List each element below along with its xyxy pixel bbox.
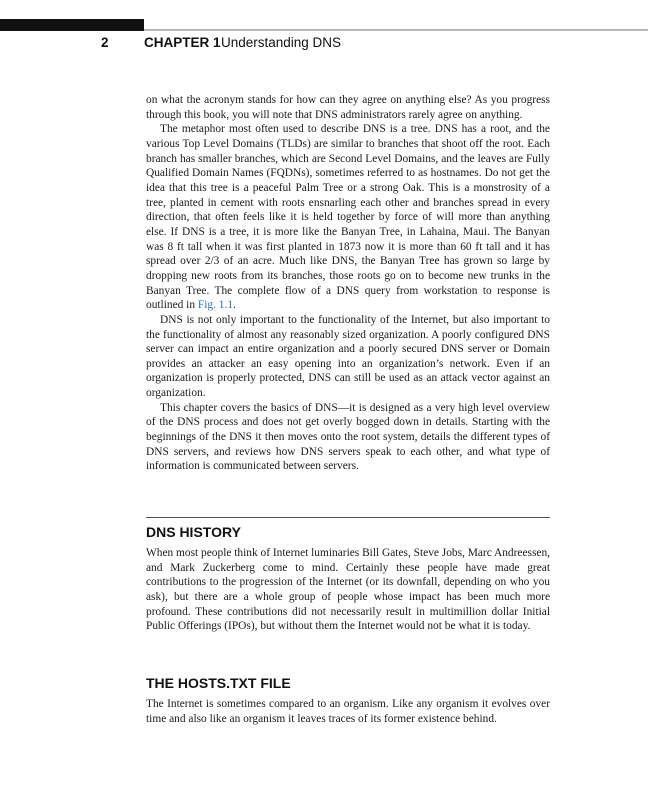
header-rule [144,29,648,31]
page-number: 2 [101,35,109,50]
chapter-title: Understanding DNS [221,35,342,50]
paragraph-end: . [233,299,236,312]
paragraph: DNS is not only important to the functionality of the Internet, but also important to the functionality of almost any reasonably sized organization. A poorly configured DNS server can impact an entire organization and a poorly secured DNS server or Domain provides an attacker an easy opening into an organization’s network. Even if an organization is properly protected, DNS can still be used as an attack vector against an organization. [146,313,550,400]
paragraph-text: The metaphor most often used to describe DNS is a tree. DNS has a root, and the various Top Level Domains (TLDs) are similar to branches that shoot off the root. Each branch has smaller branches, which are Second Level Domains, and the leaves are Fully Qualified Domain Names (FQDNs), sometimes referred to as hostnames. Do not get the idea that this tree is a peaceful Palm Tree or a strong Oak. This is a monstrosity of a tree, planted in cement with roots ensnarling each other and branches spread in every direction, that often feels like it is held together by force of will more than anything else. If DNS is a tree, it is more like the Banyan Tree, in Lahaina, Maui. The Banyan was 8 ft tall when it was first planted in 1873 now it is more than 60 ft tall and it has spread over 2/3 of an acre. Much like DNS, the Banyan Tree has grown so large by dropping new roots from its branches, those roots go on to become new trunks in the Banyan Tree. The complete flow of a DNS query from workstation to response is outlined in [146,123,550,312]
dns-history-section [146,546,550,634]
figure-link[interactable]: Fig. 1.1 [197,299,234,312]
paragraph [146,122,550,313]
chapter-label: CHAPTER 1 [144,35,221,50]
section-divider [146,517,550,518]
intro-section [146,93,550,474]
paragraph: This chapter covers the basics of DNS—it is designed as a very high level overview of the DNS process and does not get overly bogged down in details. Starting with the beginnings of the DNS it then moves onto the root system, details the different types of DNS servers, and reviews how DNS servers speak to each other, and what type of information is communicated between servers. [146,401,550,473]
paragraph: When most people think of Internet luminaries Bill Gates, Steve Jobs, Marc Andreessen, and Mark Zuckerberg come to mind. Certainly these people have made great contributions to the progression of the Internet (or its downfall, depending on who you ask), but there are a whole group of people whose impact has been much more profound. These contributions did not necessarily result in multimillion dollar Initial Public Offerings (IPOs), but without them the Internet would not be what it is today. [146,547,550,633]
section-heading-dns-history: DNS HISTORY [146,524,241,540]
hosts-file-section [146,697,550,726]
header-bar [0,19,144,31]
paragraph: on what the acronym stands for how can they agree on anything else? As you progress through this book, you will note that DNS administrators rarely agree on anything. [146,94,550,121]
section-heading-hosts-file: THE HOSTS.TXT FILE [146,675,291,691]
paragraph: The Internet is sometimes compared to an organism. Like any organism it evolves over time and also like an organism it leaves traces of its former existence behind. [146,698,550,725]
running-head [0,35,648,55]
